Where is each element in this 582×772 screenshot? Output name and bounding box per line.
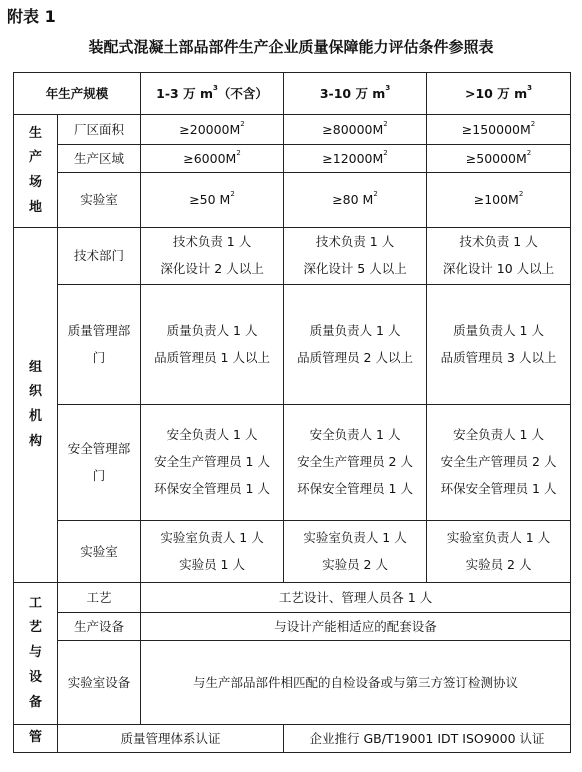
item-label: 生产区域 [58, 145, 141, 173]
item-label: 安全管理部 门 [58, 405, 141, 521]
value-cell: 技术负责 1 人 深化设计 2 人以上 [141, 228, 284, 285]
document-title: 装配式混凝土部品部件生产企业质量保障能力评估条件参照表 [88, 38, 494, 56]
value-cell: 企业推行 GB/T19001 IDT ISO9000 认证 [284, 725, 571, 753]
table-row [14, 405, 571, 521]
table-row [14, 613, 571, 641]
value-cell: $\ge 150000M^2$ [427, 115, 571, 145]
value-cell: 实验室负责人 1 人 实验员 2 人 [427, 521, 571, 583]
value-cell: ≥50 $M^2$ [141, 173, 284, 228]
value-cell: 技术负责 1 人 深化设计 10 人以上 [427, 228, 571, 285]
value-cell: $\ge 12000M^2$ [284, 145, 427, 173]
header-col1: 1-3 万 $m^3$（不含） [141, 73, 284, 115]
value-cell: 质量负责人 1 人 品质管理员 1 人以上 [141, 285, 284, 405]
value-cell: 技术负责 1 人 深化设计 5 人以上 [284, 228, 427, 285]
table-row [14, 725, 571, 753]
item-label: 质量管理体系认证 [58, 725, 284, 753]
category-org: 组 织 机 构 [14, 228, 58, 583]
item-label: 生产设备 [58, 613, 141, 641]
item-label: 厂区面积 [58, 115, 141, 145]
table-row [14, 228, 571, 285]
value-cell: $\ge 6000M^2$ [141, 145, 284, 173]
value-cell: $\ge 80000M^2$ [284, 115, 427, 145]
table-row [14, 285, 571, 405]
value-cell: 安全负责人 1 人 安全生产管理员 1 人 环保安全管理员 1 人 [141, 405, 284, 521]
header-col2: 3-10 万 $m^3$ [284, 73, 427, 115]
table-row [14, 115, 571, 145]
category-site: 生 产 场 地 [14, 115, 58, 228]
header-category: 年生产规模 [14, 73, 141, 115]
evaluation-table [13, 72, 571, 753]
value-cell: $\ge 20000M^2$ [141, 115, 284, 145]
value-cell: $\ge 100M^2$ [427, 173, 571, 228]
table-row [14, 641, 571, 725]
value-cell: 实验室负责人 1 人 实验员 1 人 [141, 521, 284, 583]
category-process: 工 艺 与 设 备 [14, 583, 58, 725]
item-label: 实验室 [58, 173, 141, 228]
value-cell: 工艺设计、管理人员各 1 人 [141, 583, 571, 613]
table-row [14, 145, 571, 173]
category-mgmt: 管 [14, 725, 58, 753]
appendix-label: 附表 1 [7, 7, 56, 26]
value-cell: 实验室负责人 1 人 实验员 2 人 [284, 521, 427, 583]
item-label: 实验室 [58, 521, 141, 583]
value-cell: 质量负责人 1 人 品质管理员 2 人以上 [284, 285, 427, 405]
value-cell: 安全负责人 1 人 安全生产管理员 2 人 环保安全管理员 1 人 [284, 405, 427, 521]
table-row [14, 583, 571, 613]
header-row [14, 73, 571, 115]
value-cell: ≥80 $M^2$ [284, 173, 427, 228]
item-label: 实验室设备 [58, 641, 141, 725]
value-cell: 安全负责人 1 人 安全生产管理员 2 人 环保安全管理员 1 人 [427, 405, 571, 521]
item-label: 工艺 [58, 583, 141, 613]
item-label: 技术部门 [58, 228, 141, 285]
header-col3: >10 万 $m^3$ [427, 73, 571, 115]
table-row [14, 173, 571, 228]
value-cell: 质量负责人 1 人 品质管理员 3 人以上 [427, 285, 571, 405]
table-row [14, 521, 571, 583]
value-cell: $\ge 50000M^2$ [427, 145, 571, 173]
value-cell: 与设计产能相适应的配套设备 [141, 613, 571, 641]
value-cell: 与生产部品部件相匹配的自检设备或与第三方签订检测协议 [141, 641, 571, 725]
item-label: 质量管理部 门 [58, 285, 141, 405]
